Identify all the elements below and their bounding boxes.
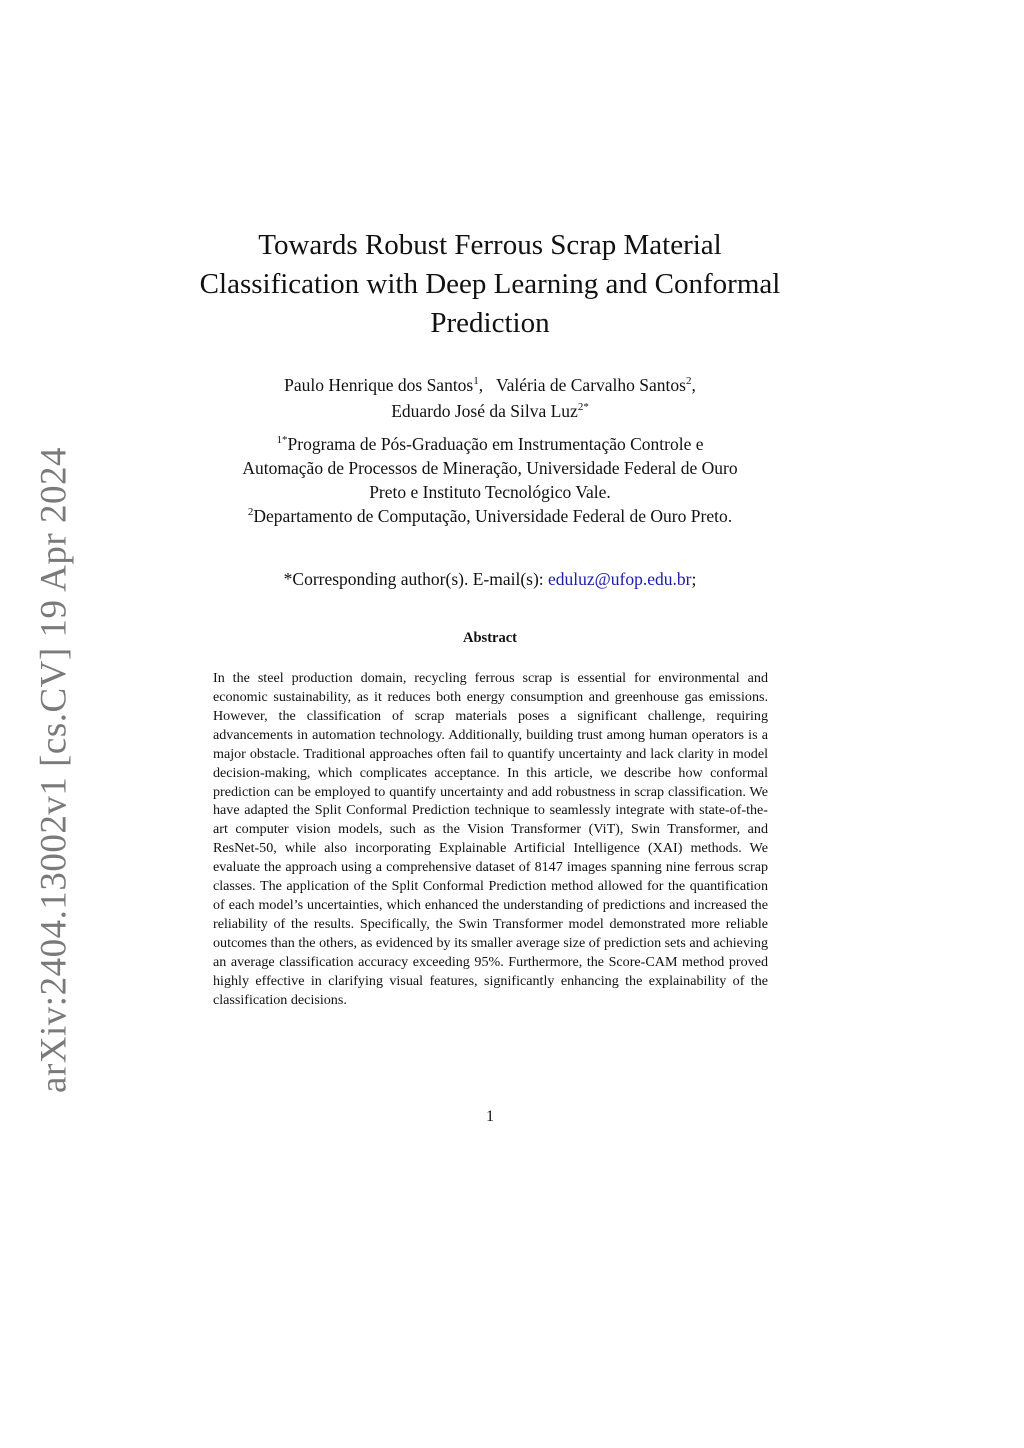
- affiliation-text: Departamento de Computação, Universidade Federal de Ouro Preto.: [253, 506, 733, 526]
- arxiv-identifier: arXiv:2404.13002v1 [cs.CV] 19 Apr 2024: [33, 447, 75, 1093]
- affiliation-mark: 2: [247, 506, 254, 519]
- arxiv-sidebar: [0, 0, 90, 1448]
- affiliation-text: Programa de Pós-Graduação em Instrumentação Controle e: [287, 434, 704, 454]
- author-affiliation-mark: 1: [473, 375, 479, 388]
- email-link[interactable]: eduluz@ufop.edu.br: [548, 569, 692, 589]
- author-name: Eduardo José da Silva Luz: [391, 401, 578, 421]
- author-name: Valéria de Carvalho Santos: [495, 375, 686, 395]
- title-line: Towards Robust Ferrous Scrap Material: [258, 229, 722, 261]
- author-affiliation-mark: 2: [685, 375, 692, 388]
- author-affiliation-mark: 2*: [577, 401, 589, 414]
- author-list: Paulo Henrique dos Santos$^1$, Valéria de Carvalho Santos$^2$, Eduardo José da Silva Luz$^{2*}$: [284, 375, 696, 421]
- page-number: 1: [486, 1108, 494, 1125]
- affiliation-mark: 1*: [276, 434, 288, 447]
- abstract-text: In the steel production domain, recycling ferrous scrap is essential for environmental and economic sustainability, as it reduces both energy consumption and greenhouse gas emissions. However, the classification of scrap materials poses a significant challenge, requiring advancements in automation technology. Additionally, building trust among human operators is a major obstacle. Traditional approaches often fail to quantify uncertainty and lack clarity in model decision-making, which complicates acceptance. In this article, we describe how conformal prediction can be employed to quantify uncertainty and add robustness in scrap classification. We have adapted the Split Conformal Prediction technique to seamlessly integrate with state-of-the-art computer vision models, such as the Vision Transformer (ViT), Swin Transformer, and ResNet-50, while also incorporating Explainable Artificial Intelligence (XAI) methods. We evaluate the approach using a comprehensive dataset of 8147 images spanning nine ferrous scrap classes. The application of the Split Conformal Prediction method allowed for the quantification of each model’s uncertainties, which enhanced the understanding of predictions and increased the reliability of the results. Specifically, the Swin Transformer model demonstrated more reliable outcomes than the others, as evidenced by its smaller average size of prediction sets and achieving an average classification accuracy exceeding 95%. Furthermore, the Score-CAM method proved highly effective in clarifying visual features, significantly enhancing the explainability of the classification decisions.: [213, 670, 768, 1008]
- abstract-heading: Abstract: [463, 630, 517, 646]
- title-line: Classification with Deep Learning and Conformal: [199, 268, 781, 300]
- corresponding-author: [190, 567, 790, 591]
- corresponding-prefix: *Corresponding author(s). E-mail(s):: [283, 569, 549, 589]
- affiliation-text: Automação de Processos de Mineração, Universidade Federal de Ouro: [242, 458, 738, 478]
- title-line: Prediction: [430, 307, 550, 339]
- corresponding-suffix: ;: [691, 569, 697, 589]
- author-name: Paulo Henrique dos Santos: [284, 375, 474, 395]
- affiliation-text: Preto e Instituto Tecnológico Vale.: [369, 482, 611, 502]
- paper-title: [190, 226, 790, 343]
- affiliations: [190, 432, 790, 528]
